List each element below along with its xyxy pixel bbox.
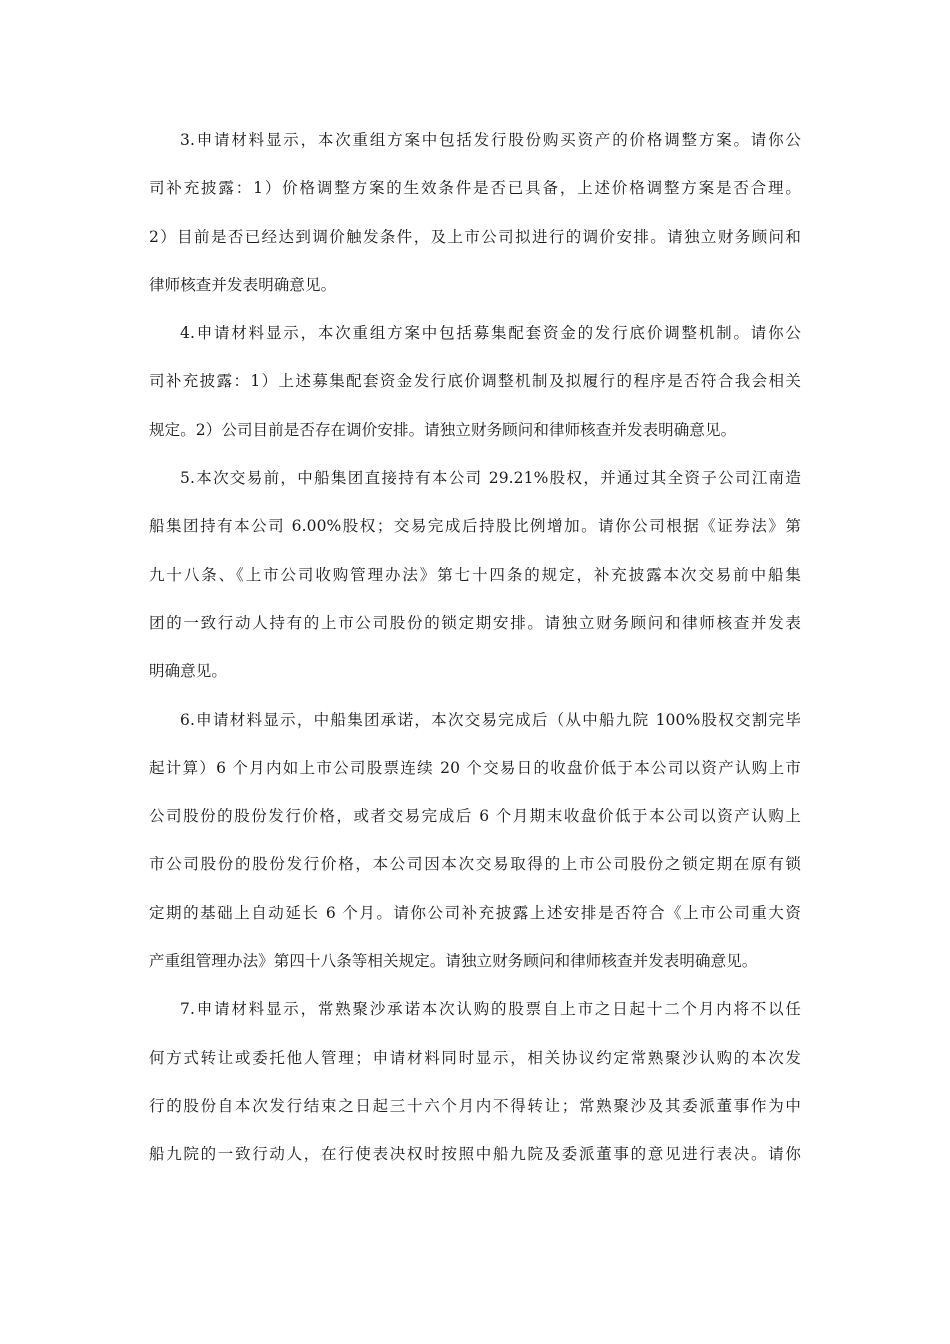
paragraph-7-line-2: 何方式转让或委托他人管理；申请材料同时显示，相关协议约定常熟聚沙认购的本次发 xyxy=(149,1048,801,1067)
paragraph-5-line-2: 船集团持有本公司 6.00%股权；交易完成后持股比例增加。请你公司根据《证券法》第 xyxy=(149,517,801,536)
paragraph-4-line-3: 规定。2）公司目前是否存在调价安排。请独立财务顾问和律师核查并发表明确意见。 xyxy=(149,420,737,439)
paragraph-6-line-3: 公司股份的股份发行价格，或者交易完成后 6 个月期末收盘价低于本公司以资产认购上 xyxy=(149,807,801,826)
paragraph-6-line-4: 市公司股份的股份发行价格，本公司因本次交易取得的上市公司股份之锁定期在原有锁 xyxy=(149,855,801,874)
paragraph-3-line-2: 司补充披露：1）价格调整方案的生效条件是否已具备，上述价格调整方案是否合理。 xyxy=(149,179,801,198)
paragraph-5-line-3: 九十八条、《上市公司收购管理办法》第七十四条的规定，补充披露本次交易前中船集 xyxy=(149,565,801,584)
document-body xyxy=(149,124,801,1187)
paragraph-6-line-6: 产重组管理办法》第四十八条等相关规定。请独立财务顾问和律师核查并发表明确意见。 xyxy=(149,952,758,971)
paragraph-5-line-1: 5.本次交易前，中船集团直接持有本公司 29.21%股权，并通过其全资子公司江南造 xyxy=(180,469,801,488)
paragraph-4-line-2: 司补充披露：1）上述募集配套资金发行底价调整机制及拟履行的程序是否符合我会相关 xyxy=(149,372,801,391)
paragraph-4-line-1: 4.申请材料显示，本次重组方案中包括募集配套资金的发行底价调整机制。请你公 xyxy=(180,324,801,343)
paragraph-6-line-2: 起计算）6 个月内如上市公司股票连续 20 个交易日的收盘价低于本公司以资产认购上市 xyxy=(149,758,801,777)
paragraph-7-line-1: 7.申请材料显示，常熟聚沙承诺本次认购的股票自上市之日起十二个月内将不以任 xyxy=(180,1000,801,1019)
paragraph-3-line-3: 2）目前是否已经达到调价触发条件，及上市公司拟进行的调价安排。请独立财务顾问和 xyxy=(149,227,801,246)
paragraph-7-line-3: 行的股份自本次发行结束之日起三十六个月内不得转让；常熟聚沙及其委派董事作为中 xyxy=(149,1096,801,1115)
paragraph-6-line-1: 6.申请材料显示，中船集团承诺，本次交易完成后（从中船九院 100%股权交割完毕 xyxy=(180,710,801,729)
paragraph-3-line-1: 3.申请材料显示，本次重组方案中包括发行股份购买资产的价格调整方案。请你公 xyxy=(180,131,801,149)
paragraph-3-line-4: 律师核查并发表明确意见。 xyxy=(149,275,337,294)
paragraph-5-line-4: 团的一致行动人持有的上市公司股份的锁定期安排。请独立财务顾问和律师核查并发表 xyxy=(149,613,801,632)
paragraph-6-line-5: 定期的基础上自动延长 6 个月。请你公司补充披露上述安排是否符合《上市公司重大资 xyxy=(149,903,801,922)
paragraph-7-line-4: 船九院的一致行动人，在行使表决权时按照中船九院及委派董事的意见进行表决。请你 xyxy=(149,1145,801,1164)
paragraph-5-line-5: 明确意见。 xyxy=(149,662,228,681)
